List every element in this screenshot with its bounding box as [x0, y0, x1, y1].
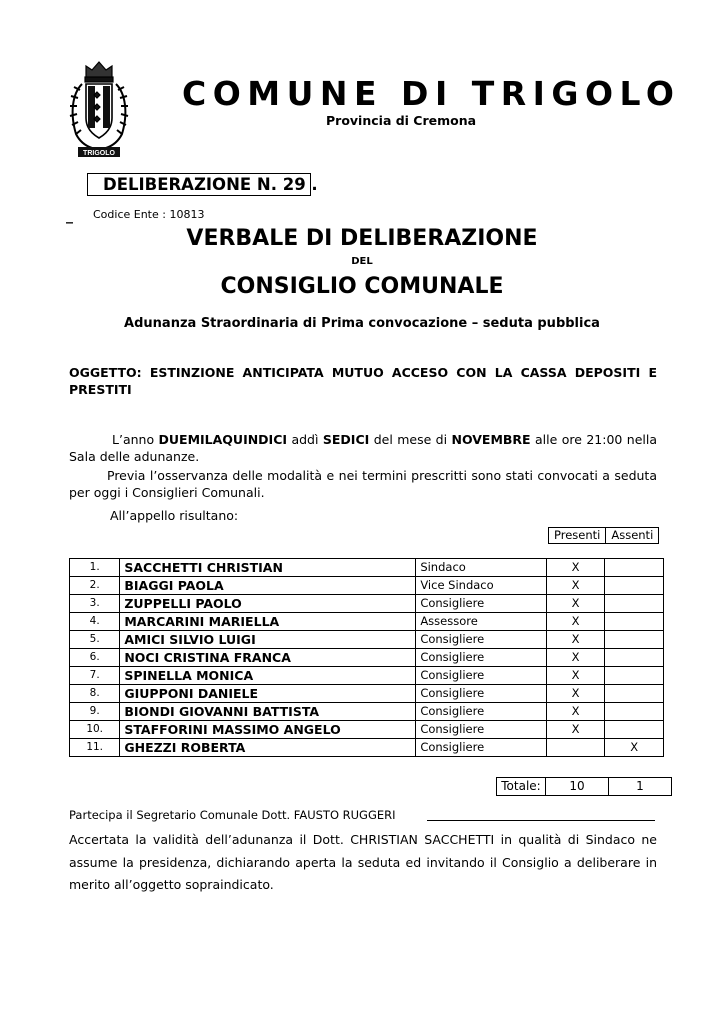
- assente-mark: [605, 559, 664, 577]
- town-crest-logo: [66, 56, 132, 160]
- table-row: [70, 595, 664, 613]
- table-row: [70, 739, 664, 757]
- appello-line: All’appello risultano:: [110, 508, 239, 523]
- presente-mark: X: [546, 667, 605, 685]
- row-number: 8.: [70, 685, 120, 703]
- accertata-paragraph: Accertata la validità dell’adunanza il Dott. CHRISTIAN SACCHETTI in qualità di Sindaco ne assume la presidenza, dichiarando aperta la seduta ed invitando il Consiglio a deliberare in merito all’oggetto sopraindicato.: [69, 832, 657, 892]
- row-number: 6.: [70, 649, 120, 667]
- totale-table: [496, 777, 672, 796]
- member-name: SACCHETTI CHRISTIAN: [120, 559, 416, 577]
- table-row: [70, 667, 664, 685]
- assente-mark: [605, 721, 664, 739]
- member-role: Consigliere: [416, 631, 547, 649]
- presenti-header: Presenti: [549, 528, 606, 544]
- row-number: 3.: [70, 595, 120, 613]
- page-title: COMUNE DI TRIGOLO: [182, 74, 681, 113]
- member-role: Consigliere: [416, 667, 547, 685]
- member-role: Consigliere: [416, 739, 547, 757]
- presente-mark: X: [546, 631, 605, 649]
- row-number: 11.: [70, 739, 120, 757]
- verbale-heading: VERBALE DI DELIBERAZIONE: [186, 226, 538, 251]
- row-number: 2.: [70, 577, 120, 595]
- deliberazione-number: DELIBERAZIONE N. 29 .: [103, 175, 318, 194]
- member-name: BIAGGI PAOLA: [120, 577, 416, 595]
- attendance-table: [69, 558, 664, 757]
- p1-day: SEDICI: [322, 432, 370, 447]
- table-row: [70, 577, 664, 595]
- signature-line: [427, 820, 655, 821]
- assente-mark: [605, 595, 664, 613]
- p1-text-d: alle ore 21:00 nella Sala delle adunanze.: [69, 432, 657, 464]
- assente-mark: X: [605, 739, 664, 757]
- table-row: [70, 703, 664, 721]
- member-role: Assessore: [416, 613, 547, 631]
- member-role: Consigliere: [416, 649, 547, 667]
- del-heading: DEL: [351, 256, 373, 267]
- p1-year: DUEMILAQUINDICI: [158, 432, 288, 447]
- row-number: 10.: [70, 721, 120, 739]
- member-role: Consigliere: [416, 721, 547, 739]
- member-name: NOCI CRISTINA FRANCA: [120, 649, 416, 667]
- page-subtitle: Provincia di Cremona: [326, 113, 477, 128]
- assenti-header: Assenti: [606, 528, 659, 544]
- member-name: ZUPPELLI PAOLO: [120, 595, 416, 613]
- oggetto-text: OGGETTO: ESTINZIONE ANTICIPATA MUTUO ACCESO CON LA CASSA DEPOSITI E PRESTITI: [69, 365, 657, 397]
- assente-mark: [605, 685, 664, 703]
- table-row: [70, 613, 664, 631]
- member-name: AMICI SILVIO LUIGI: [120, 631, 416, 649]
- segretario-line: Partecipa il Segretario Comunale Dott. FAUSTO RUGGERI: [69, 808, 396, 822]
- p1-text-c: del mese di: [369, 432, 452, 447]
- intro-paragraph: [69, 431, 657, 465]
- presente-mark: [546, 739, 605, 757]
- member-name: STAFFORINI MASSIMO ANGELO: [120, 721, 416, 739]
- presente-mark: X: [546, 721, 605, 739]
- member-role: Vice Sindaco: [416, 577, 547, 595]
- attendance-header: [548, 527, 659, 544]
- table-row: [70, 721, 664, 739]
- member-name: GIUPPONI DANIELE: [120, 685, 416, 703]
- table-row: [70, 649, 664, 667]
- presente-mark: X: [546, 613, 605, 631]
- presente-mark: X: [546, 703, 605, 721]
- presente-mark: X: [546, 577, 605, 595]
- assente-mark: [605, 613, 664, 631]
- presente-mark: X: [546, 685, 605, 703]
- assente-mark: [605, 577, 664, 595]
- row-number: 1.: [70, 559, 120, 577]
- table-row: [70, 685, 664, 703]
- member-role: Sindaco: [416, 559, 547, 577]
- totale-assenti: 1: [609, 778, 672, 796]
- member-name: BIONDI GIOVANNI BATTISTA: [120, 703, 416, 721]
- consiglio-heading: CONSIGLIO COMUNALE: [220, 274, 504, 299]
- member-name: SPINELLA MONICA: [120, 667, 416, 685]
- presente-mark: X: [546, 649, 605, 667]
- row-number: 4.: [70, 613, 120, 631]
- member-role: Consigliere: [416, 685, 547, 703]
- presente-mark: X: [546, 559, 605, 577]
- assente-mark: [605, 667, 664, 685]
- codice-ente: Codice Ente : 10813: [93, 208, 205, 221]
- totale-label: Totale:: [497, 778, 546, 796]
- table-row: [70, 559, 664, 577]
- member-role: Consigliere: [416, 703, 547, 721]
- presente-mark: X: [546, 595, 605, 613]
- p1-month: NOVEMBRE: [451, 432, 531, 447]
- table-row: [70, 631, 664, 649]
- member-role: Consigliere: [416, 595, 547, 613]
- adunanza-line: Adunanza Straordinaria di Prima convocazione – seduta pubblica: [124, 316, 600, 331]
- p1-text-b: addì: [287, 432, 323, 447]
- member-name: MARCARINI MARIELLA: [120, 613, 416, 631]
- totale-presenti: 10: [546, 778, 609, 796]
- row-number: 5.: [70, 631, 120, 649]
- dash-mark: _: [66, 208, 73, 224]
- assente-mark: [605, 703, 664, 721]
- assente-mark: [605, 649, 664, 667]
- member-name: GHEZZI ROBERTA: [120, 739, 416, 757]
- assente-mark: [605, 631, 664, 649]
- convocation-paragraph: Previa l’osservanza delle modalità e nei termini prescritti sono stati convocati a seduta per oggi i Consiglieri Comunali.: [69, 468, 657, 500]
- crest-label: TRIGOLO: [83, 150, 115, 157]
- p1-text-a: L’anno: [112, 432, 159, 447]
- row-number: 9.: [70, 703, 120, 721]
- row-number: 7.: [70, 667, 120, 685]
